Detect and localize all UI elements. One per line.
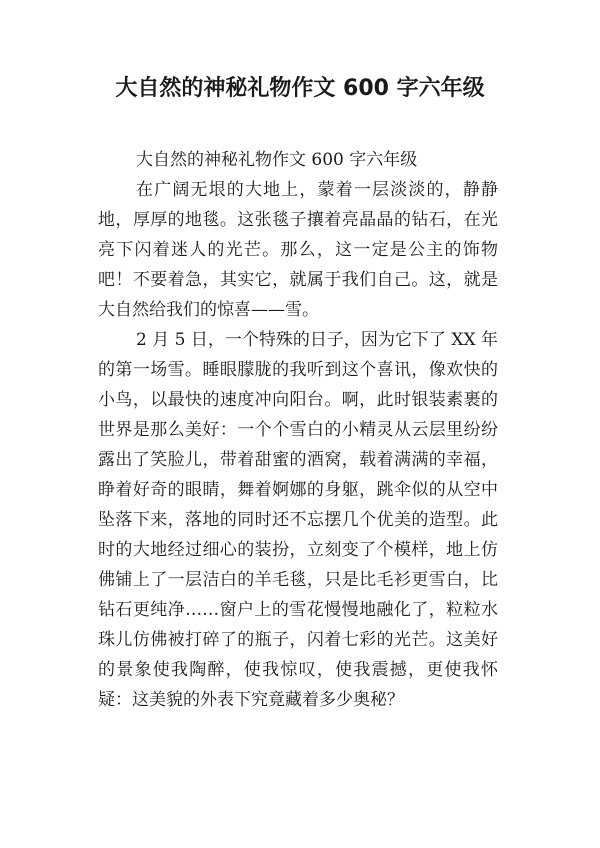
article-body [98, 145, 498, 715]
article-subtitle: 大自然的神秘礼物作文 600 字六年级 [136, 150, 418, 170]
page-title: 大自然的神秘礼物作文 600 字六年级 [115, 76, 485, 101]
paragraph-1: 在广阔无垠的大地上，蒙着一层淡淡的，静静地，厚厚的地毯。这张毯子攘着亮晶晶的钻石，在光亮下闪着迷人的光芒。那么，这一定是公主的饰物吧！不要着急，其实它，就属于我们自己。这，就是大自然给我们的惊喜——雪。 [98, 180, 498, 320]
paragraph-2: 2 月 5 日，一个特殊的日子，因为它下了 XX 年的第一场雪。睡眼朦胧的我听到这个喜讯，像欢快的小鸟，以最快的速度冲向阳台。啊，此时银装素裹的世界是那么美好：一个个雪白的小精灵从云层里纷纷露出了笑脸儿，带着甜蜜的酒窝，载着满满的幸福，睁着好奇的眼睛，舞着婀娜的身躯，跳伞似的从空中坠落下来，落地的同时还不忘摆几个优美的造型。此时的大地经过细心的装扮，立刻变了个模样，地上仿佛铺上了一层洁白的羊毛毯，只是比毛衫更雪白，比钻石更纯净……窗户上的雪花慢慢地融化了，粒粒水珠儿仿佛被打碎了的瓶子，闪着七彩的光芒。这美好的景象使我陶醉，使我惊叹，使我震撼，更使我怀疑：这美貌的外表下究竟藏着多少奥秘？ [98, 330, 498, 710]
